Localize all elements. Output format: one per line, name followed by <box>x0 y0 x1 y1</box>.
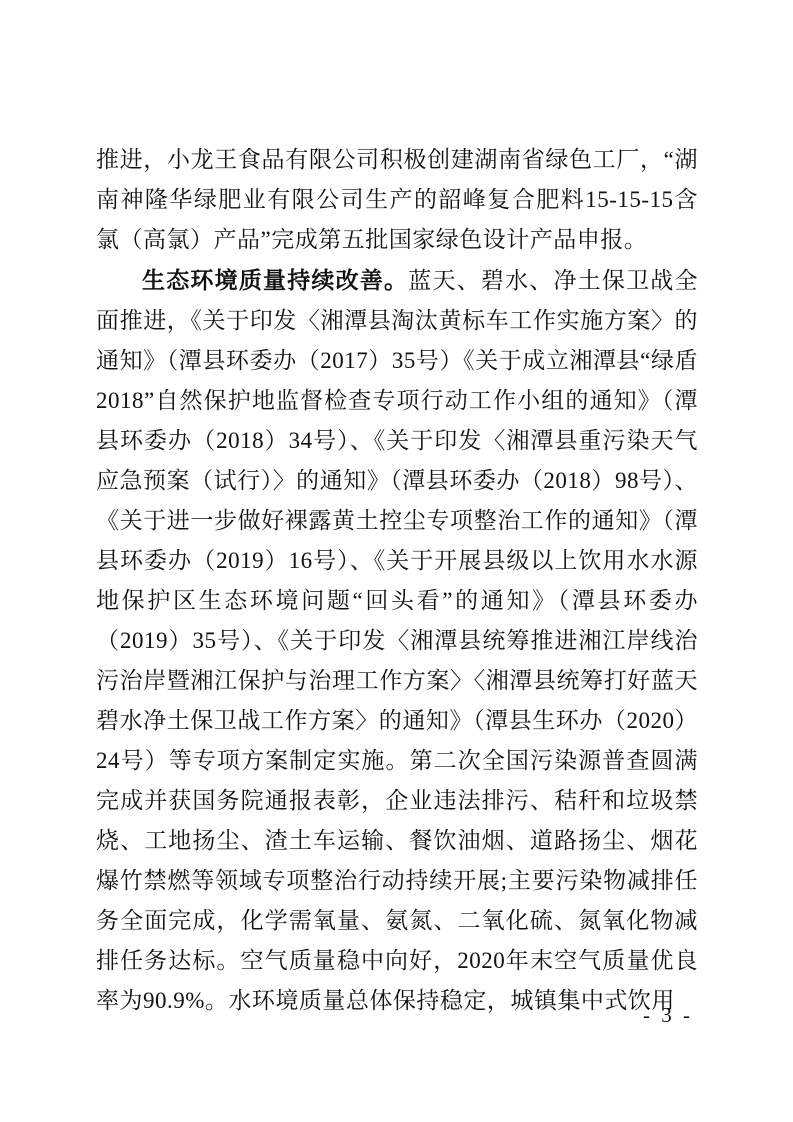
document-body <box>96 140 698 1021</box>
body-paragraph-continuation: 推进，小龙王食品有限公司积极创建湖南省绿色工厂，“湖南神隆华绿肥业有限公司生产的韶峰复合肥料15-15-15含氯（高氯）产品”完成第五批国家绿色设计产品申报。 <box>96 147 698 252</box>
body-paragraph-environment <box>96 260 698 1021</box>
paragraph-lead-heading: 生态环境质量持续改善。 <box>142 267 409 293</box>
paragraph-body-text: 蓝天、碧水、净土保卫战全面推进，《关于印发〈湘潭县淘汰黄标车工作实施方案〉的通知》（潭县环委办（2017）35号）《关于成立湘潭县“绿盾2018”自然保护地监督检查专项行动工作小组的通知》（潭县环委办（2018）34号）、《关于印发〈湘潭县重污染天气应急预案（试行）〉的通知》（潭县环委办（2018）98号）、《关于进一步做好裸露黄土控尘专项整治工作的通知》（潭县环委办（2019）16号）、《关于开展县级以上饮用水水源地保护区生态环境问题“回头看”的通知》（潭县环委办（2019）35号）、《关于印发〈湘潭县统筹推进湘江岸线治污治岸暨湘江保护与治理工作方案〉〈湘潭县统筹打好蓝天碧水净土保卫战工作方案〉的通知》（潭县生环办（2020）24号）等专项方案制定实施。第二次全国污染源普查圆满完成并获国务院通报表彰，企业违法排污、秸秆和垃圾禁烧、工地扬尘、渣土车运输、餐饮油烟、道路扬尘、烟花爆竹禁燃等领域专项整治行动持续开展;主要污染物减排任务全面完成，化学需氧量、氨氮、二氧化硫、氮氧化物减排任务达标。空气质量稳中向好，2020年末空气质量优良率为90.9%。水环境质量总体保持稳定，城镇集中式饮用 <box>96 268 698 1013</box>
page-number: - 3 - <box>643 1003 693 1027</box>
